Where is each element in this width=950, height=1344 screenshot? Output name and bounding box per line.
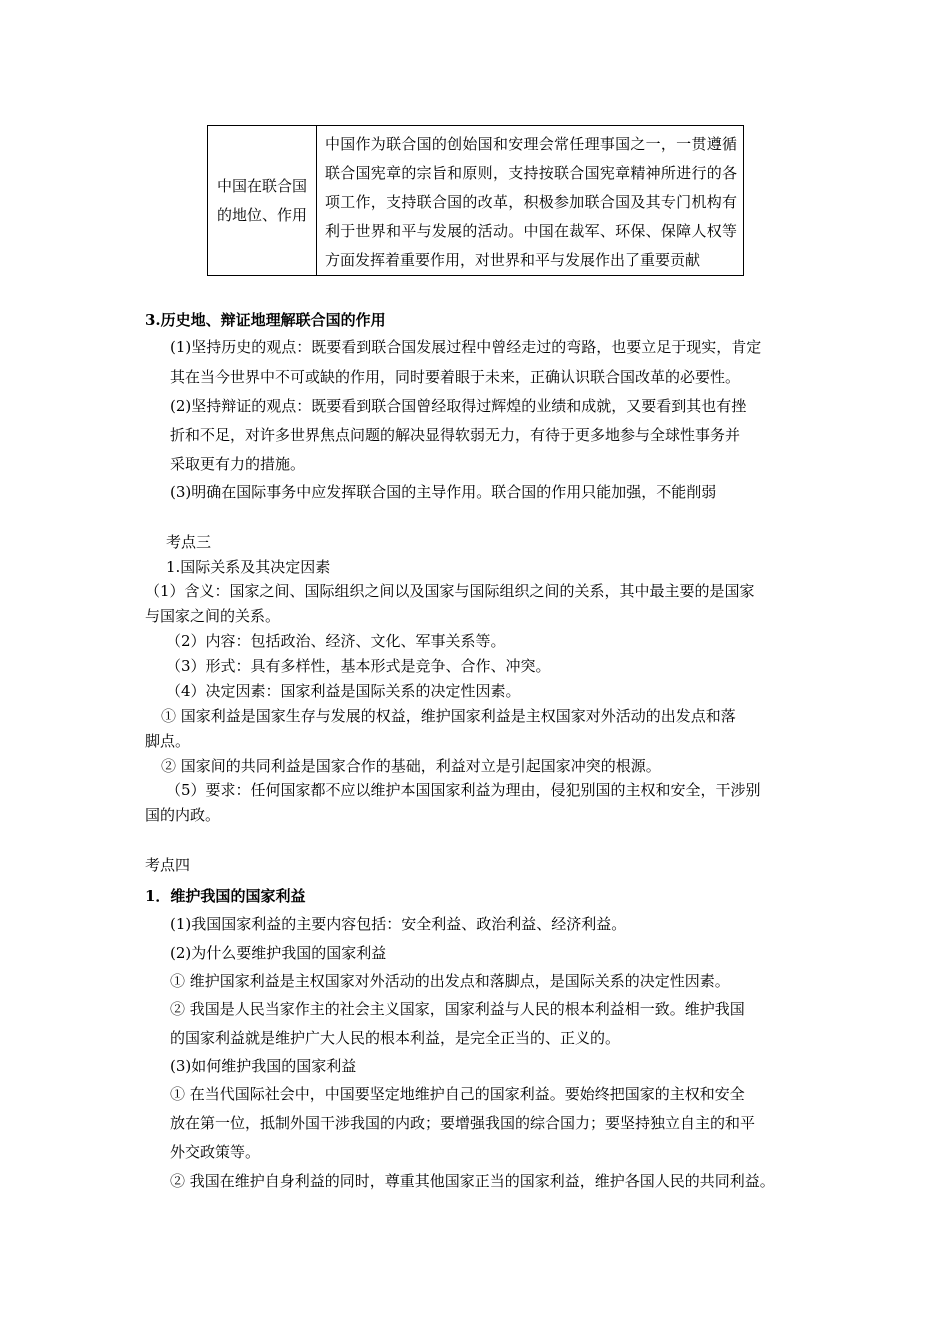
section3-p3: (3)明确在国际事务中应发挥联合国的主导作用。联合国的作用只能加强，不能削弱 bbox=[170, 483, 717, 501]
table-content-cell: 中国作为联合国的创始国和安理会常任理事国之一，一贯遵循联合国宪章的宗旨和原则，支持按联合国宪章精神所进行的各项工作，支持联合国的改革，积极参加联合国及其专门机构有利于世界和平与发展的活动。中国在裁军、环保、保障人权等方面发挥着重要作用，对世界和平与发展作出了重要贡献 bbox=[317, 126, 744, 276]
section3-heading: 3.历史地、辩证地理解联合国的作用 bbox=[145, 311, 386, 329]
un-role-table bbox=[207, 125, 744, 276]
kaodian4-p1: (1)我国国家利益的主要内容包括：安全利益、政治利益、经济利益。 bbox=[170, 915, 627, 933]
kaodian4-p4-line1: ② 我国是人民当家作主的社会主义国家，国家利益与人民的根本利益相一致。维护我国 bbox=[170, 1000, 745, 1018]
kaodian3-p5-line1: ① 国家利益是国家生存与发展的权益，维护国家利益是主权国家对外活动的出发点和落 bbox=[161, 707, 736, 725]
section3-p2-line3: 采取更有力的措施。 bbox=[170, 455, 306, 473]
kaodian3-p7-line1: （5）要求：任何国家都不应以维护本国国家利益为理由，侵犯别国的主权和安全，干涉别 bbox=[166, 781, 761, 799]
table-label-cell: 中国在联合国的地位、作用 bbox=[208, 126, 317, 276]
kaodian4-p3: ① 维护国家利益是主权国家对外活动的出发点和落脚点，是国际关系的决定性因素。 bbox=[170, 972, 730, 990]
kaodian3-p2: （2）内容：包括政治、经济、文化、军事关系等。 bbox=[166, 632, 506, 650]
kaodian4-p5: (3)如何维护我国的国家利益 bbox=[170, 1057, 357, 1075]
kaodian4-heading: 1．维护我国的国家利益 bbox=[145, 887, 306, 905]
table-row bbox=[208, 126, 744, 276]
section3-p2-line2: 折和不足，对许多世界焦点问题的解决显得软弱无力，有待于更多地参与全球性事务并 bbox=[170, 426, 741, 444]
kaodian3-p1-line2: 与国家之间的关系。 bbox=[145, 607, 281, 625]
kaodian4-p6-line1: ① 在当代国际社会中，中国要坚定地维护自己的国家利益。要始终把国家的主权和安全 bbox=[170, 1085, 745, 1103]
kaodian4-p6-line2: 放在第一位，抵制外国干涉我国的内政；要增强我国的综合国力；要坚持独立自主的和平 bbox=[170, 1114, 756, 1132]
kaodian3-title: 考点三 bbox=[166, 533, 212, 551]
section3-p1-line1: (1)坚持历史的观点：既要看到联合国发展过程中曾经走过的弯路，也要立足于现实，肯定 bbox=[170, 338, 762, 356]
kaodian4-p4-line2: 的国家利益就是维护广大人民的根本利益，是完全正当的、正义的。 bbox=[170, 1029, 621, 1047]
section3-p1-line2: 其在当今世界中不可或缺的作用，同时要着眼于未来，正确认识联合国改革的必要性。 bbox=[170, 368, 741, 386]
kaodian4-p7: ② 我国在维护自身利益的同时，尊重其他国家正当的国家利益，维护各国人民的共同利益。 bbox=[170, 1172, 775, 1190]
kaodian3-p4: （4）决定因素：国家利益是国际关系的决定性因素。 bbox=[166, 682, 521, 700]
kaodian3-p5-line2: 脚点。 bbox=[145, 732, 191, 750]
kaodian3-heading: 1.国际关系及其决定因素 bbox=[166, 558, 331, 576]
kaodian3-p7-line2: 国的内政。 bbox=[145, 806, 221, 824]
kaodian3-p3: （3）形式：具有多样性，基本形式是竞争、合作、冲突。 bbox=[166, 657, 551, 675]
kaodian3-p1-line1: （1）含义：国家之间、国际组织之间以及国家与国际组织之间的关系，其中最主要的是国家 bbox=[145, 582, 755, 600]
kaodian4-p2: (2)为什么要维护我国的国家利益 bbox=[170, 944, 387, 962]
kaodian3-p6: ② 国家间的共同利益是国家合作的基础，利益对立是引起国家冲突的根源。 bbox=[161, 757, 661, 775]
section3-p2-line1: (2)坚持辩证的观点：既要看到联合国曾经取得过辉煌的业绩和成就，又要看到其也有挫 bbox=[170, 397, 747, 415]
kaodian4-title: 考点四 bbox=[145, 856, 191, 874]
kaodian4-p6-line3: 外交政策等。 bbox=[170, 1143, 261, 1161]
